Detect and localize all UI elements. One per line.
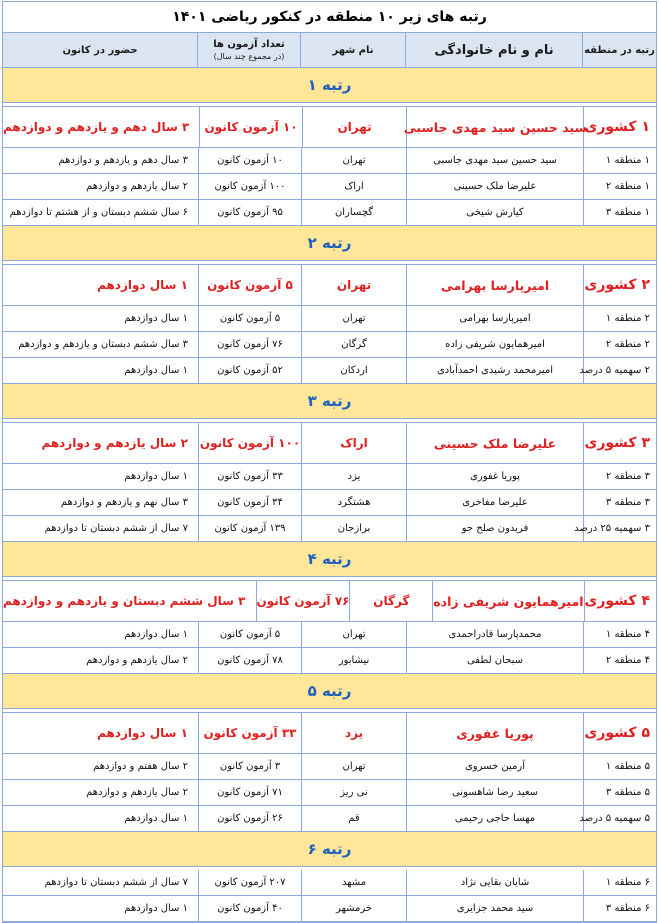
cell-exams: ۱۰۰ آزمون کانون	[198, 423, 301, 463]
cell-exams: ۱۰۰ آزمون کانون	[198, 174, 301, 199]
table-row-national	[3, 106, 656, 148]
cell-exams: ۵۲ آزمون کانون	[198, 358, 301, 383]
table-row-national	[3, 712, 656, 754]
cell-presence: ۶ سال ششم دبستان و از هشتم تا دوازدهم	[9, 207, 188, 218]
cell-name: امیرهمایون شریفی زاده	[432, 581, 583, 621]
cell-city: تهران	[301, 306, 406, 331]
cell-city: قم	[301, 806, 406, 831]
cell-rank: ۵ منطقه ۳	[583, 780, 656, 805]
results-table	[2, 1, 657, 923]
header-presence: حضور در کانون	[62, 44, 138, 56]
cell-exams: ۹۵ آزمون کانون	[198, 200, 301, 225]
cell-exams: ۳۳ آزمون کانون	[198, 464, 301, 489]
cell-name: سبحان لطفی	[406, 648, 583, 673]
cell-rank: ۶ منطقه ۱	[583, 870, 656, 895]
cell-city: یزد	[301, 464, 406, 489]
cell-city: یزد	[301, 713, 406, 753]
cell-rank: ۳ کشوری	[583, 423, 656, 463]
cell-presence: ۲ سال یازدهم و دوازدهم	[86, 787, 188, 798]
cell-name: مهسا حاجی رحیمی	[406, 806, 583, 831]
cell-name: پوریا غفوری	[406, 464, 583, 489]
header-city: نام شهر	[300, 33, 405, 67]
cell-name: امیرمحمد رشیدی احمدآبادی	[406, 358, 583, 383]
cell-name: کیارش شیخی	[406, 200, 583, 225]
cell-rank: ۴ منطقه ۱	[583, 622, 656, 647]
cell-presence: ۱ سال دوازدهم	[124, 365, 188, 376]
cell-exams: ۳۳ آزمون کانون	[198, 713, 301, 753]
table-body	[3, 68, 656, 922]
cell-exams: ۵ آزمون کانون	[198, 306, 301, 331]
cell-presence: ۱ سال دوازدهم	[124, 903, 188, 914]
cell-name: امیرپارسا بهرامی	[406, 265, 583, 305]
table-row	[3, 896, 656, 922]
cell-name: علیرضا مفاخری	[406, 490, 583, 515]
table-title: رتبه های زیر ۱۰ منطقه در کنکور ریاضی ۱۴۰۱	[3, 2, 656, 33]
cell-presence: ۱ سال دوازدهم	[124, 813, 188, 824]
cell-name: شایان بقایی نژاد	[406, 870, 583, 895]
rank-section-header: رتبه ۱	[3, 68, 656, 103]
cell-exams: ۷۶ آزمون کانون	[256, 581, 350, 621]
cell-city: گرگان	[349, 581, 432, 621]
table-row	[3, 754, 656, 780]
table-row	[3, 780, 656, 806]
header-exams	[197, 33, 300, 67]
cell-rank: ۳ منطقه ۳	[583, 490, 656, 515]
cell-rank: ۲ منطقه ۱	[583, 306, 656, 331]
table-row	[3, 870, 656, 896]
cell-city: اردکان	[301, 358, 406, 383]
table-row	[3, 464, 656, 490]
cell-exams: ۲۶ آزمون کانون	[198, 806, 301, 831]
table-row	[3, 332, 656, 358]
cell-presence: ۲ سال هفتم و دوازدهم	[93, 761, 188, 772]
table-row	[3, 516, 656, 542]
cell-presence: ۱ سال دوازدهم	[97, 726, 188, 740]
cell-city: اراک	[301, 423, 406, 463]
cell-city: تهران	[302, 107, 407, 147]
cell-city: اراک	[301, 174, 406, 199]
cell-presence: ۳ سال نهم و یازدهم و دوازدهم	[60, 497, 188, 508]
table-row	[3, 622, 656, 648]
rank-section-header: رتبه ۴	[3, 542, 656, 577]
cell-presence: ۱ سال دوازدهم	[124, 471, 188, 482]
cell-presence: ۲ سال یازدهم و دوازدهم	[86, 181, 188, 192]
cell-name: سید حسین سید مهدی جاسبی	[406, 107, 583, 147]
cell-presence: ۳ سال دهم و یازدهم و دوازدهم	[3, 120, 190, 134]
cell-city: نیشابور	[301, 648, 406, 673]
header-rank-region: رتبه در منطقه	[582, 33, 656, 67]
cell-city: تهران	[301, 148, 406, 173]
cell-rank: ۴ منطقه ۲	[583, 648, 656, 673]
cell-rank: ۵ کشوری	[583, 713, 656, 753]
cell-presence: ۱ سال دوازدهم	[124, 313, 188, 324]
rank-section-header: رتبه ۶	[3, 832, 656, 867]
cell-city: گچساران	[301, 200, 406, 225]
cell-rank: ۶ منطقه ۳	[583, 896, 656, 921]
cell-name: محمدپارسا قادراحمدی	[406, 622, 583, 647]
rank-section-header: رتبه ۵	[3, 674, 656, 709]
cell-name: سعید رضا شاهسونی	[406, 780, 583, 805]
cell-name: آرمین خسروی	[406, 754, 583, 779]
table-row-national	[3, 580, 656, 622]
cell-exams: ۴۰ آزمون کانون	[198, 896, 301, 921]
table-row	[3, 806, 656, 832]
cell-rank: ۲ سهمیه ۵ درصد	[583, 358, 656, 383]
header-name: نام و نام خانوادگی	[405, 33, 582, 67]
cell-rank: ۲ کشوری	[583, 265, 656, 305]
cell-name: سید محمد جزایری	[406, 896, 583, 921]
cell-city: نی ریز	[301, 780, 406, 805]
cell-city: تهران	[301, 265, 406, 305]
cell-exams: ۱۳۹ آزمون کانون	[198, 516, 301, 541]
table-row	[3, 358, 656, 384]
table-row	[3, 306, 656, 332]
cell-city: برازجان	[301, 516, 406, 541]
table-row-national	[3, 422, 656, 464]
cell-presence: ۲ سال یازدهم و دوازدهم	[41, 436, 188, 450]
cell-rank: ۱ کشوری	[583, 107, 656, 147]
cell-name: پوریا غفوری	[406, 713, 583, 753]
cell-exams: ۷۱ آزمون کانون	[198, 780, 301, 805]
cell-exams: ۳ آزمون کانون	[198, 754, 301, 779]
cell-rank: ۱ منطقه ۳	[583, 200, 656, 225]
cell-city: گرگان	[301, 332, 406, 357]
table-row-national	[3, 264, 656, 306]
cell-city: خرمشهر	[301, 896, 406, 921]
rank-section-header: رتبه ۳	[3, 384, 656, 419]
cell-rank: ۳ سهمیه ۲۵ درصد	[583, 516, 656, 541]
cell-exams: ۲۰۷ آزمون کانون	[198, 870, 301, 895]
cell-presence: ۷ سال از ششم دبستان تا دوازدهم	[44, 523, 188, 534]
cell-name: سید حسین سید مهدی جاسبی	[406, 148, 583, 173]
cell-exams: ۱۰ آزمون کانون	[199, 107, 302, 147]
cell-presence: ۱ سال دوازدهم	[97, 278, 188, 292]
cell-exams: ۳۴ آزمون کانون	[198, 490, 301, 515]
cell-presence: ۳ سال ششم دبستان و یازدهم و دوازدهم	[3, 594, 246, 608]
cell-rank: ۴ کشوری	[584, 581, 656, 621]
cell-exams: ۷۶ آزمون کانون	[198, 332, 301, 357]
cell-name: علیرضا ملک حسینی	[406, 423, 583, 463]
cell-name: علیرضا ملک حسینی	[406, 174, 583, 199]
cell-presence: ۱ سال دوازدهم	[124, 629, 188, 640]
table-row	[3, 148, 656, 174]
cell-name: امیرپارسا بهرامی	[406, 306, 583, 331]
table-row	[3, 490, 656, 516]
rank-section-header: رتبه ۲	[3, 226, 656, 261]
cell-exams: ۵ آزمون کانون	[198, 265, 301, 305]
cell-exams: ۱۰ آزمون کانون	[198, 148, 301, 173]
cell-name: امیرهمایون شریفی زاده	[406, 332, 583, 357]
cell-rank: ۵ سهمیه ۵ درصد	[583, 806, 656, 831]
cell-city: تهران	[301, 622, 406, 647]
cell-city: تهران	[301, 754, 406, 779]
cell-exams: ۵ آزمون کانون	[198, 622, 301, 647]
cell-rank: ۵ منطقه ۱	[583, 754, 656, 779]
cell-exams: ۷۸ آزمون کانون	[198, 648, 301, 673]
table-row	[3, 174, 656, 200]
table-header	[3, 33, 656, 68]
cell-presence: ۷ سال از ششم دبستان تا دوازدهم	[44, 877, 188, 888]
table-row	[3, 648, 656, 674]
cell-city: هشتگرد	[301, 490, 406, 515]
cell-presence: ۳ سال ششم دبستان و یازدهم و دوازدهم	[18, 339, 188, 350]
cell-city: مشهد	[301, 870, 406, 895]
header-exams-label: تعداد آزمون ها	[213, 39, 285, 50]
header-exams-note: (در مجموع چند سال)	[213, 52, 285, 61]
cell-rank: ۱ منطقه ۲	[583, 174, 656, 199]
table-row	[3, 200, 656, 226]
cell-rank: ۲ منطقه ۲	[583, 332, 656, 357]
cell-rank: ۳ منطقه ۲	[583, 464, 656, 489]
cell-name: فریدون صلح جو	[406, 516, 583, 541]
cell-presence: ۲ سال یازدهم و دوازدهم	[86, 655, 188, 666]
cell-rank: ۱ منطقه ۱	[583, 148, 656, 173]
cell-presence: ۳ سال دهم و یازدهم و دوازدهم	[58, 155, 188, 166]
